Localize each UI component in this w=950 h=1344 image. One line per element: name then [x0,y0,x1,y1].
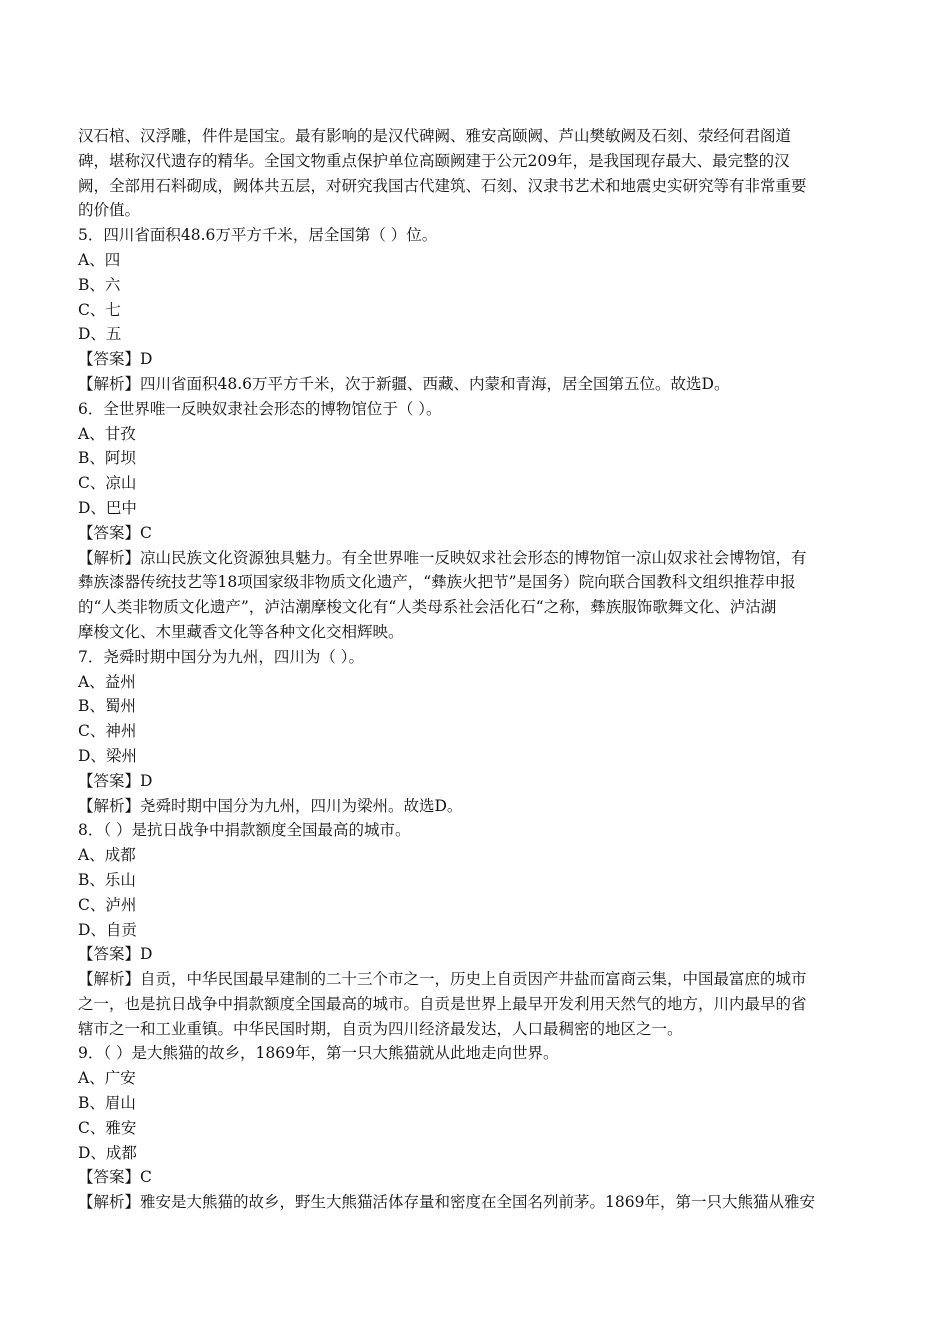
option-d: D、五 [78,325,122,344]
option-a: A、广安 [78,1069,136,1088]
option-d: D、成都 [78,1143,137,1162]
explanation-line: 【解析】雅安是大熊猫的故乡，野生大熊猫活体存量和密度在全国名列前茅。1869年，第一只大熊猫从雅安 [78,1193,815,1212]
question-block [78,645,878,819]
question-block [78,397,878,645]
answer-line: 【答案】D [78,945,153,964]
intro-line: 阙，全部用石料砌成，阙体共五层，对研究我国古代建筑、石刻、汉隶书艺术和地震史实研究等有非常重要 [78,176,807,195]
option-c: C、雅安 [78,1118,137,1137]
option-c: C、泸州 [78,895,137,914]
explanation-line: 彝族漆器传统技艺等18项国家级非物质文化遗产，“彝族火把节”是国务）院向联合国教科文组织推荐申报 [78,573,796,592]
question-stem: 5．四川省面积48.6万平方千米，居全国第（ ）位。 [78,226,438,245]
intro-line: 碑，堪称汉代遗存的精华。全国文物重点保护单位高颐阙建于公元209年，是我国现存最大、最完整的汉 [78,151,790,170]
intro-line: 汉石棺、汉浮雕，件件是国宝。最有影响的是汉代碑阙、雅安高颐阙、芦山樊敏阙及石刻、荥经何君阁道 [78,127,792,145]
option-c: C、神州 [78,722,137,741]
option-d: D、梁州 [78,746,137,765]
option-a: A、甘孜 [78,424,136,443]
question-block [78,1041,878,1215]
explanation-line: 【解析】凉山民族文化资源独具魅力。有全世界唯一反映奴求社会形态的博物馆一凉山奴求社会博物馆，有 [78,548,807,567]
explanation-line: 之一，也是抗日战争中捐款额度全国最高的城市。自贡是世界上最早开发利用天然气的地方，川内最早的省 [78,994,807,1013]
question-block [78,223,878,397]
explanation-line: 【解析】自贡，中华民国最早建制的二十三个市之一，历史上自贡因产井盐而富商云集，中国最富庶的城市 [78,970,807,989]
option-b: B、阿坝 [78,449,136,468]
explanation-line: 的“人类非物质文化遗产”，泸沽潮摩梭文化有“人类母系社会活化石“之称，彝族服饰歌舞文化、泸沽湖 [78,598,777,617]
option-c: C、凉山 [78,474,137,493]
intro-line: 的价值。 [78,201,141,220]
option-b: B、六 [78,275,121,294]
question-block [78,818,878,1041]
option-a: A、益州 [78,672,136,691]
option-b: B、蜀州 [78,697,136,716]
answer-line: 【答案】C [78,523,152,542]
intro-paragraph [78,124,878,223]
option-c: C、七 [78,300,121,319]
option-a: A、四 [78,250,121,269]
option-d: D、自贡 [78,920,137,939]
document-page [78,124,878,1215]
question-stem: 8．（ ）是抗日战争中捐款额度全国最高的城市。 [78,821,411,840]
answer-line: 【答案】D [78,350,153,369]
answer-line: 【答案】C [78,1168,152,1187]
explanation-line: 【解析】四川省面积48.6万平方千米，次于新疆、西藏、内蒙和青海，居全国第五位。故选D。 [78,374,730,393]
explanation-line: 摩梭文化、木里藏香文化等各种文化交相辉映。 [78,622,404,641]
option-a: A、成都 [78,846,136,865]
option-b: B、乐山 [78,870,136,889]
option-b: B、眉山 [78,1094,136,1113]
question-stem: 6．全世界唯一反映奴隶社会形态的博物馆位于（ ）。 [78,399,442,418]
explanation-line: 辖市之一和工业重镇。中华民国时期，自贡为四川经济最发达，人口最稠密的地区之一。 [78,1019,683,1038]
answer-line: 【答案】D [78,771,153,790]
explanation-line: 【解析】尧舜时期中国分为九州，四川为梁州。故选D。 [78,796,463,815]
option-d: D、巴中 [78,498,137,517]
question-stem: 9．（ ）是大熊猫的故乡，1869年，第一只大熊猫就从此地走向世界。 [78,1044,559,1063]
question-stem: 7．尧舜时期中国分为九州，四川为（ ）。 [78,647,365,666]
